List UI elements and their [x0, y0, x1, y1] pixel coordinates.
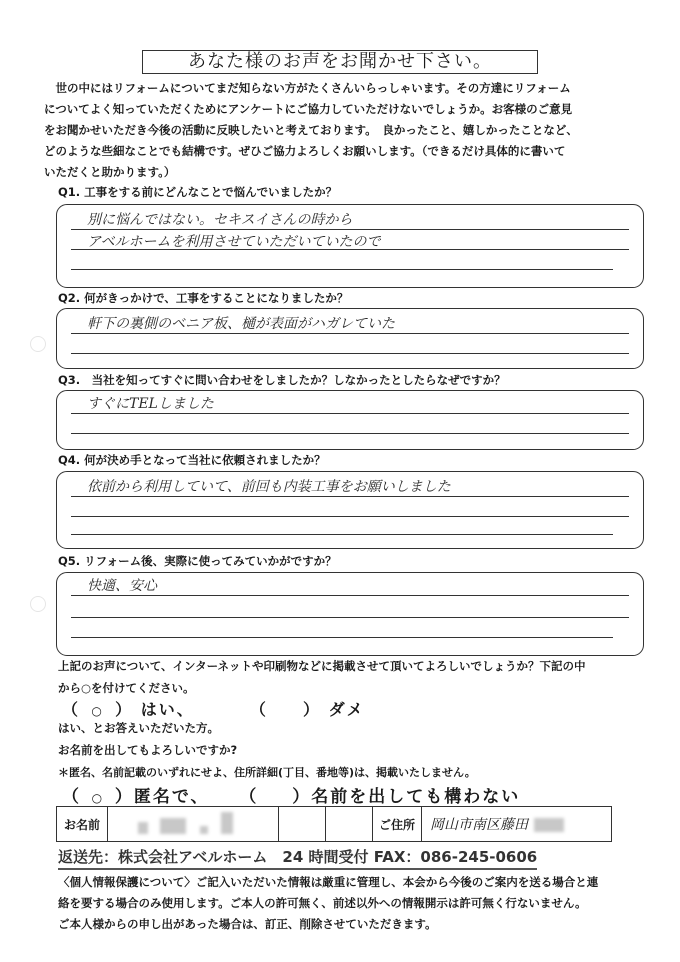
- option-no[interactable]: （ ） ダメ: [250, 697, 365, 720]
- intro-line: いただくと助かります。）: [44, 165, 176, 179]
- name-consent-line-2: お名前を出してもよろしいですか?: [58, 743, 238, 757]
- question-4-label: Q4. 何が決め手となって当社に依頼されましたか？: [58, 453, 326, 467]
- answer-3-line-1: すぐにTELしました: [87, 396, 214, 412]
- option-anonymous-label: 匿名で、: [133, 787, 210, 807]
- consent-question-line-2: から○を付けてください。: [58, 681, 195, 695]
- option-yes[interactable]: （ ○ ） はい、: [62, 697, 195, 720]
- privacy-line: 〈個人情報保護について〉ご記入いただいた情報は厳重に管理し、本会から今後のご案内を送る場合と連: [58, 875, 599, 889]
- anonymous-circle-mark: ○: [91, 791, 105, 805]
- ruled-line: [71, 433, 629, 434]
- answer-1-line-2: アベルホームを利用させていただいていたので: [87, 234, 381, 250]
- answer-4-line-1: 依前から利用していて、前回も内装工事をお願いしました: [87, 479, 451, 495]
- option-named[interactable]: （ ）名前を出しても構わない: [239, 782, 520, 807]
- answer-box-4[interactable]: [56, 471, 644, 549]
- answer-5-line-1: 快適、安心: [87, 578, 157, 594]
- option-anonymous[interactable]: （ ○ ）匿名で、: [62, 782, 210, 807]
- intro-line: をお聞かせいただき今後の活動に反映したいと考えております。 良かったこと、嬉しかったことなど、: [44, 123, 578, 137]
- ruled-line: [71, 269, 613, 270]
- answer-2-line-1: 軒下の裏側のベニア板、樋が表面がハガレていた: [87, 316, 395, 332]
- name-address-table: [56, 806, 612, 842]
- ruled-line: [71, 496, 629, 497]
- answer-box-5[interactable]: [56, 572, 644, 656]
- name-options: [62, 782, 520, 807]
- ruled-line: [71, 595, 629, 596]
- intro-line: どのような些細なことでも結構です。ぜひご協力よろしくお願いします。（できるだけ具体的に書いて: [44, 144, 566, 158]
- name-field[interactable]: [108, 807, 279, 842]
- question-3-label: Q3. 当社を知ってすぐに問い合わせをしましたか？しなかったとしたらなぜですか？: [58, 373, 506, 387]
- punch-hole-mark: [30, 596, 46, 612]
- option-no-label: ダメ: [328, 700, 365, 719]
- answer-box-2[interactable]: [56, 308, 644, 369]
- address-note: ＊匿名、名前記載のいずれにせよ、住所詳細(丁目、番地等)は、掲載いたしません。: [58, 766, 476, 779]
- address-label: ご住所: [373, 807, 422, 842]
- answer-1-line-1: 別に悩んではない。セキスイさんの時から: [87, 212, 353, 228]
- page-title: あなた様のお声をお聞かせ下さい。: [142, 50, 538, 74]
- ruled-line: [71, 353, 629, 354]
- name-field-cell[interactable]: [326, 807, 373, 842]
- ruled-line: [71, 516, 629, 517]
- address-field[interactable]: [422, 807, 612, 842]
- option-yes-label: はい、: [140, 700, 195, 719]
- ruled-line: [71, 637, 613, 638]
- question-5-label: Q5. リフォーム後、実際に使ってみていかがですか？: [58, 554, 337, 568]
- question-1-label: Q1. 工事をする前にどんなことで悩んでいましたか？: [58, 185, 338, 199]
- intro-line: 世の中にはリフォームについてまだ知らない方がたくさんいらっしゃいます。その方達にリフォーム: [44, 81, 571, 95]
- redacted-block: [200, 826, 208, 834]
- punch-hole-mark: [30, 336, 46, 352]
- question-2-label: Q2. 何がきっかけで、工事をすることになりましたか？: [58, 291, 349, 305]
- privacy-line: ご本人様からの申し出があった場合は、訂正、削除させていただきます。: [58, 917, 437, 931]
- ruled-line: [71, 413, 629, 414]
- intro-line: についてよく知っていただくためにアンケートにご協力していただけないでしょうか。お客様のご意見: [44, 102, 573, 116]
- privacy-line: 絡を要する場合のみ使用します。ご本人の許可無く、前述以外への情報開示は許可無く行ないません。: [58, 896, 587, 910]
- consent-question-line-1: 上記のお声について、インターネットや印刷物などに掲載させて頂いてよろしいでしょうか？下記の中: [58, 659, 586, 673]
- return-address: 返送先：株式会社アベルホーム 24 時間受付 FAX：086-245-0606: [58, 846, 537, 870]
- redacted-block: [160, 818, 186, 834]
- answer-box-3[interactable]: [56, 390, 644, 450]
- name-consent-line-1: はい、とお答えいただいた方。: [58, 721, 219, 735]
- privacy-notice: [58, 872, 658, 935]
- ruled-line: [71, 229, 629, 230]
- redacted-block: [221, 812, 233, 834]
- ruled-line: [71, 249, 629, 250]
- ruled-line: [71, 333, 629, 334]
- name-field-cell[interactable]: [279, 807, 326, 842]
- option-named-label: 名前を出しても構わない: [311, 787, 521, 807]
- yes-circle-mark: ○: [91, 704, 104, 718]
- ruled-line: [71, 617, 629, 618]
- name-label: お名前: [57, 807, 108, 842]
- redacted-block: [534, 818, 564, 832]
- answer-box-1[interactable]: [56, 204, 644, 288]
- intro-text: [44, 78, 634, 183]
- ruled-line: [71, 534, 613, 535]
- redacted-block: [138, 822, 148, 834]
- publish-options: [62, 697, 365, 720]
- address-value: 岡山市南区藤田: [430, 817, 528, 833]
